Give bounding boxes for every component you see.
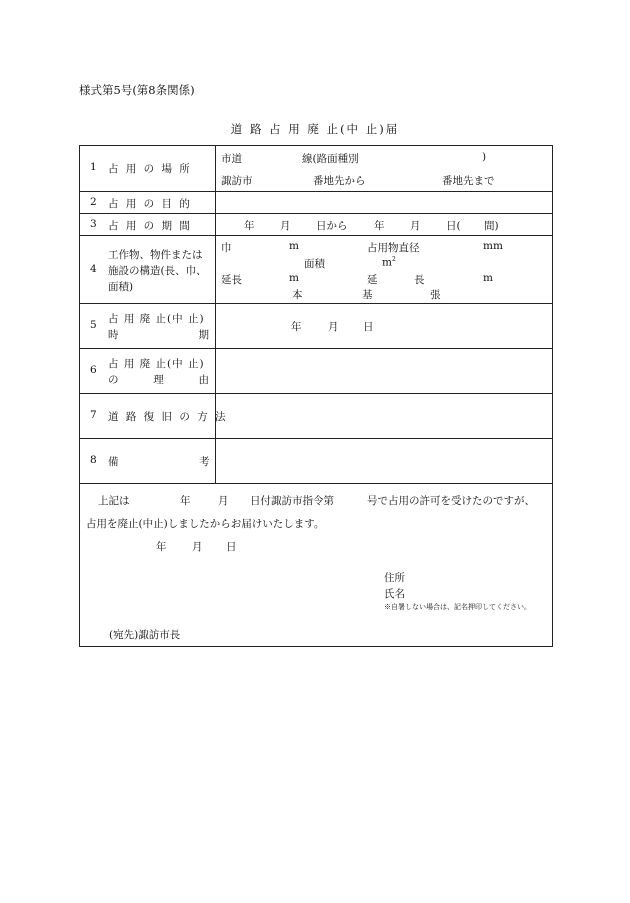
signature-note: ※自署しない場合は、記名押印してください。 xyxy=(384,603,531,611)
row-2-number: 2 xyxy=(90,196,97,208)
statement-part-a: 上記は xyxy=(98,495,130,507)
submit-date-day: 日 xyxy=(226,541,237,553)
row-7-label: 道 路 復 旧 の 方 法 xyxy=(108,411,228,423)
form-number: 様式第5号(第8条関係) xyxy=(79,83,195,97)
period-month-2: 月 xyxy=(410,220,421,232)
row-divider xyxy=(80,483,552,484)
row-divider xyxy=(80,393,552,394)
abolish-day: 日 xyxy=(363,321,374,333)
name-label: 氏名 xyxy=(384,588,405,600)
period-day-from: 日から xyxy=(316,220,348,232)
width-label: 巾 xyxy=(221,242,232,254)
statement-part-b: 日付諏訪市指令第 xyxy=(250,495,334,507)
abolish-month: 月 xyxy=(328,321,339,333)
row-8-label-a: 備 xyxy=(108,456,119,468)
city-road-label: 市道 xyxy=(221,153,242,165)
count-hon: 本 xyxy=(292,289,303,301)
length-unit: m xyxy=(289,272,299,284)
count-chou: 張 xyxy=(430,289,441,301)
row-5-number: 5 xyxy=(90,319,97,331)
row-5-label-line-2: 時 期 xyxy=(108,329,209,341)
diameter-unit: mm xyxy=(483,240,503,252)
road-close-paren: ) xyxy=(482,151,487,163)
row-divider xyxy=(80,438,552,439)
form-title: 道 路 占 用 廃 止(中 止)届 xyxy=(230,122,400,136)
row-divider xyxy=(80,235,552,236)
addressee: (宛先)諏訪市長 xyxy=(109,629,181,641)
statement-part-c: 号で占用の許可を受けたのですが、 xyxy=(367,495,535,507)
period-day-to: 日( xyxy=(446,220,461,232)
row-8-number: 8 xyxy=(90,454,97,466)
form-table xyxy=(79,145,553,647)
road-line-label: 線(路面種別 xyxy=(302,153,359,165)
area-label: 面積 xyxy=(304,258,325,270)
length-label: 延長 xyxy=(221,274,242,286)
address-from-label: 番地先から xyxy=(313,175,366,187)
row-1-label: 占 用 の 場 所 xyxy=(108,163,192,175)
diameter-label: 占用物直径 xyxy=(367,242,420,254)
period-year-2: 年 xyxy=(374,220,385,232)
row-divider xyxy=(80,191,552,192)
row-4-number: 4 xyxy=(90,263,97,275)
statement-year: 年 xyxy=(180,495,191,507)
row-3-label: 占 用 の 期 間 xyxy=(108,220,192,232)
extension-unit: m xyxy=(483,272,493,284)
row-4-label-line-2: 施設の構造(長、巾、 xyxy=(108,265,207,277)
submit-date-year: 年 xyxy=(156,541,167,553)
count-ki: 基 xyxy=(362,289,373,301)
row-6-label-line-2: の 理 由 xyxy=(108,374,209,386)
period-duration: 間) xyxy=(484,220,499,232)
extension-label-a: 延 xyxy=(367,274,378,286)
row-7-number: 7 xyxy=(90,409,97,421)
row-divider xyxy=(80,213,552,214)
statement-line-2: 占用を廃止(中止)しましたからお届けいたします。 xyxy=(86,518,325,530)
width-unit: m xyxy=(289,240,299,252)
abolish-year: 年 xyxy=(291,321,302,333)
row-6-label-line-1: 占 用 廃 止(中 止) xyxy=(108,358,205,370)
row-2-label: 占 用 の 目 的 xyxy=(108,198,192,210)
statement-month: 月 xyxy=(218,495,229,507)
submit-date-month: 月 xyxy=(192,541,203,553)
row-divider xyxy=(80,348,552,349)
row-5-label-line-1: 占 用 廃 止(中 止) xyxy=(108,313,205,325)
period-month-1: 月 xyxy=(280,220,291,232)
extension-label-b: 長 xyxy=(414,274,425,286)
column-divider xyxy=(215,146,216,483)
period-year-1: 年 xyxy=(244,220,255,232)
row-4-label-line-3: 面積) xyxy=(108,281,134,293)
address-to-label: 番地先まで xyxy=(442,175,495,187)
address-label: 住所 xyxy=(384,572,405,584)
area-unit: $m^2$ xyxy=(382,256,396,269)
row-divider xyxy=(80,303,552,304)
row-8-label-b: 考 xyxy=(199,456,210,468)
row-4-label-line-1: 工作物、物件または xyxy=(108,249,203,261)
row-3-number: 3 xyxy=(90,218,97,230)
row-6-number: 6 xyxy=(90,364,97,376)
row-1-number: 1 xyxy=(90,161,97,173)
city-label: 諏訪市 xyxy=(221,175,253,187)
area-unit-superscript: 2 xyxy=(391,256,396,263)
